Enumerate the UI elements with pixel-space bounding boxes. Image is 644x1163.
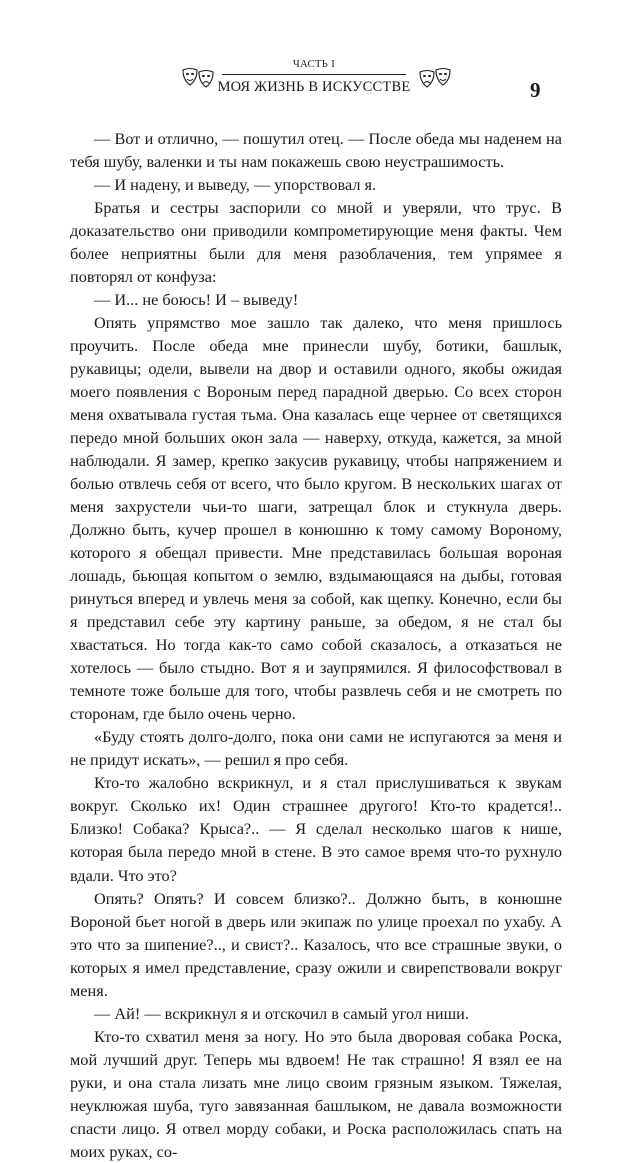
part-label: ЧАСТЬ I [292,59,336,70]
paragraph: — И надену, и выведу, — упорствовал я. [94,175,377,195]
book-title: МОЯ ЖИЗНЬ В ИСКУССТВЕ [217,79,411,95]
paragraph: — Ай! — вскрикнул я и отскочил в самый угол ниши. [94,1003,469,1023]
paragraph: Опять упрямство мое зашло так далеко, что меня пришлось проучить. После обеда мне принесли шубу, ботики, башлык, рукавицы; одели, вывели на двор и оставили одного, якобы ожидая моего появления с Вороным перед парадной дверью. Со всех сторон меня охватывала густая тьма. Она казалась еще чернее от светящихся передо мной больших окон зала — наверху, откуда, кажется, за мной наблюдали. Я замер, крепко закусив рукавицу, чтобы напряжением и болью отвлечь себя от всего, что было кругом. В нескольких шагах от меня захрустели чьи-то шаги, затрещал блок и стукнула дверь. Должно быть, кучер прошел в конюшню к тому самому Вороному, которого я обещал привести. Мне представилась большая вороная лошадь, бьющая копытом о землю, вздымающаяся на дыбы, готовая ринуться вперед и увлечь меня за собой, как щепку. Конечно, если бы я представил себе эту картину раньше, за обедом, я не стал бы хвастаться. Но тогда как-то само собой сказалось, а отказаться не хотелось — было стыдно. Вот я и заупрямился. Я философствовал в темноте тоже больше для того, чтобы развлечь себя и не смотреть по сторонам, где было очень черно. [70,313,562,724]
paragraph: Кто-то схватил меня за ногу. Но это была дворовая собака Роска, мой лучший друг. Теперь мы вдвоем! Не так страшно! Я взял ее на руки, и она стала лизать мне лицо своим грязным языком. Тяжелая, неуклюжая шуба, туго завязанная башлыком, не давала возможности спасти лицо. Я отвел морду собаки, и Роска расположилась спать на моих руках, со- [70,1026,562,1161]
paragraph: — И... не боюсь! И – выведу! [94,290,299,310]
paragraph: Опять? Опять? И совсем близко?.. Должно быть, в конюшне Вороной бьет ногой в дверь или экипаж по улице проехал по ухабу. А это что за шипение?.., и свист?.. Казалось, что все страшные звуки, о которых я имел представление, сразу ожили и свирепствовали вокруг меня. [70,888,562,1000]
paragraph: Кто-то жалобно вскрикнул, и я стал прислушиваться к звукам вокруг. Сколько их! Один страшнее другого! Кто-то крадется!.. Близко! Собака? Крыса?.. — Я сделал несколько шагов к нише, которая была передо мной в стене. В это самое время что-то рухнуло вдали. Что это? [70,773,562,885]
paragraph: Братья и сестры заспорили со мной и уверяли, что трус. В доказательство они приводили компрометирующие меня факты. Чем более неприятны были для меня разоблачения, тем упрямее я повторял от конфуза: [70,198,562,287]
header-rule [222,74,406,75]
paragraph: «Буду стоять долго-долго, пока они сами не испугаются за меня и не придут искать», — решил я про себя. [70,727,562,770]
running-header [0,56,644,108]
theatre-masks-icon [180,66,220,88]
theatre-masks-icon [417,66,457,88]
body-text [70,127,562,1163]
page-number: 9 [530,78,541,102]
header-center [216,56,412,96]
paragraph: — Вот и отлично, — пошутил отец. — После обеда мы наденем на тебя шубу, валенки и ты нам покажешь свою неустрашимость. [70,129,562,172]
